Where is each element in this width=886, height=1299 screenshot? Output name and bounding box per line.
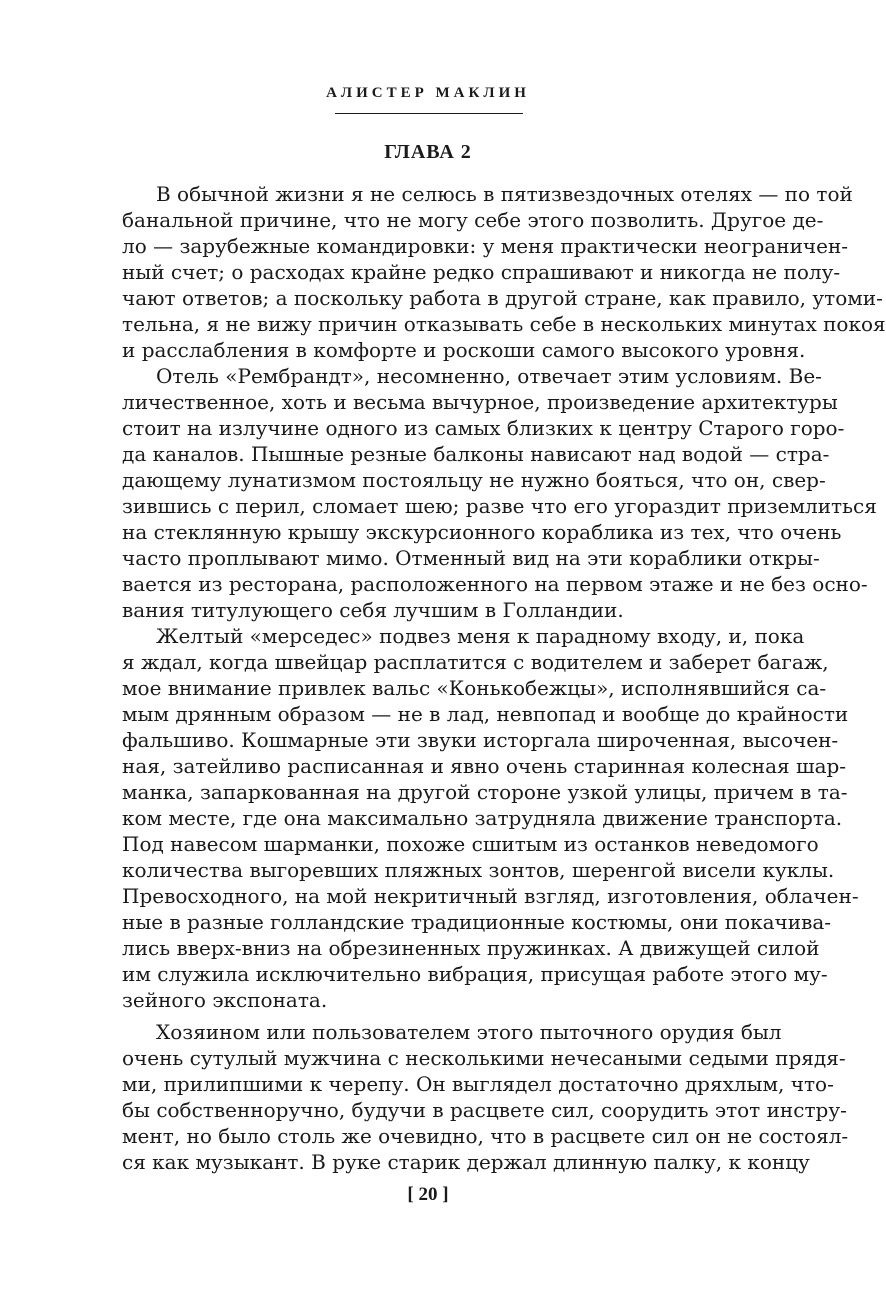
text-line: зившись с перил, сломает шею; разве что его угораздит приземлиться xyxy=(122,494,877,518)
text-line: ный счет; о расходах крайне редко спрашивают и никогда не полу- xyxy=(122,260,841,284)
paragraph xyxy=(122,181,886,363)
text-line: ся как музыкант. В руке старик держал длинную палку, к концу xyxy=(122,1150,810,1174)
text-line: ми, прилипшими к черепу. Он выглядел достаточно дряхлым, что- xyxy=(122,1072,834,1096)
text-line: ная, затейливо расписанная и явно очень старинная колесная шар- xyxy=(122,754,847,778)
chapter-title: ГЛАВА 2 xyxy=(384,141,472,163)
text-line: очень сутулый мужчина с несколькими нечесаными седыми прядя- xyxy=(122,1046,846,1070)
text-line: фальшиво. Кошмарные эти звуки исторгала широченная, высочен- xyxy=(122,728,839,752)
text-line: В обычной жизни я не селюсь в пятизвездочных отелях — по той xyxy=(156,182,853,206)
text-line: Отель «Рембрандт», несомненно, отвечает этим условиям. Ве- xyxy=(156,364,822,388)
text-line: личественное, хоть и весьма вычурное, произведение архитектуры xyxy=(122,390,838,414)
text-line: мент, но было столь же очевидно, что в расцвете сил он не состоял- xyxy=(122,1124,849,1148)
text-line: стоит на излучине одного из самых близких к центру Старого горо- xyxy=(122,416,845,440)
text-line: дающему лунатизмом постояльцу не нужно бояться, что он, свер- xyxy=(122,468,826,492)
text-line: ком месте, где она максимально затрудняла движение транспорта. xyxy=(122,806,843,830)
paragraph xyxy=(122,1019,849,1175)
text-line: ло — зарубежные командировки: у меня практически неограничен- xyxy=(122,234,849,258)
page-number: [ 20 ] xyxy=(407,1184,449,1205)
text-line: Превосходного, на мой некритичный взгляд, изготовления, облачен- xyxy=(122,884,859,908)
header-rule xyxy=(335,113,523,114)
text-line: им служила исключительно вибрация, присущая работе этого му- xyxy=(122,962,828,986)
text-line: ные в разные голландские традиционные костюмы, они покачива- xyxy=(122,910,832,934)
paragraph xyxy=(122,363,877,623)
text-line: тельна, я не вижу причин отказывать себе в нескольких минутах покоя xyxy=(122,312,886,336)
text-line: зейного экспоната. xyxy=(122,988,328,1012)
text-line: манка, запаркованная на другой стороне узкой улицы, причем в та- xyxy=(122,780,848,804)
paragraph xyxy=(122,623,859,1013)
text-line: мым дрянным образом — не в лад, невпопад и вообще до крайности xyxy=(122,702,849,726)
text-line: вается из ресторана, расположенного на первом этаже и не без осно- xyxy=(122,572,868,596)
text-line: часто проплывают мимо. Отменный вид на эти кораблики откры- xyxy=(122,546,820,570)
text-line: да каналов. Пышные резные балконы нависают над водой — стра- xyxy=(122,442,830,466)
text-line: лись вверх-вниз на обрезиненных пружинках. А движущей силой xyxy=(122,936,820,960)
text-line: мое внимание привлек вальс «Конькобежцы», исполнявшийся са- xyxy=(122,676,827,700)
text-line: и расслабления в комфорте и роскоши самого высокого уровня. xyxy=(122,338,806,362)
text-line: количества выгоревших пляжных зонтов, шеренгой висели куклы. xyxy=(122,858,835,882)
text-line: на стеклянную крышу экскурсионного кораблика из тех, что очень xyxy=(122,520,842,544)
running-head-author: АЛИСТЕР МАКЛИН xyxy=(326,85,530,101)
text-line: бы собственноручно, будучи в расцвете сил, соорудить этот инстру- xyxy=(122,1098,847,1122)
text-line: банальной причине, что не могу себе этого позволить. Другое де- xyxy=(122,208,824,232)
text-line: Хозяином или пользователем этого пыточного орудия был xyxy=(156,1020,782,1044)
text-line: Желтый «мерседес» подвез меня к парадному входу, и, пока xyxy=(156,624,805,648)
text-line: вания титулующего себя лучшим в Голландии. xyxy=(122,598,624,622)
text-line: чают ответов; а поскольку работа в другой стране, как правило, утоми- xyxy=(122,286,883,310)
body-text xyxy=(122,181,886,1175)
text-line: я ждал, когда швейцар расплатится с водителем и заберет багаж, xyxy=(122,650,829,674)
text-line: Под навесом шарманки, похоже сшитым из останков неведомого xyxy=(122,832,819,856)
